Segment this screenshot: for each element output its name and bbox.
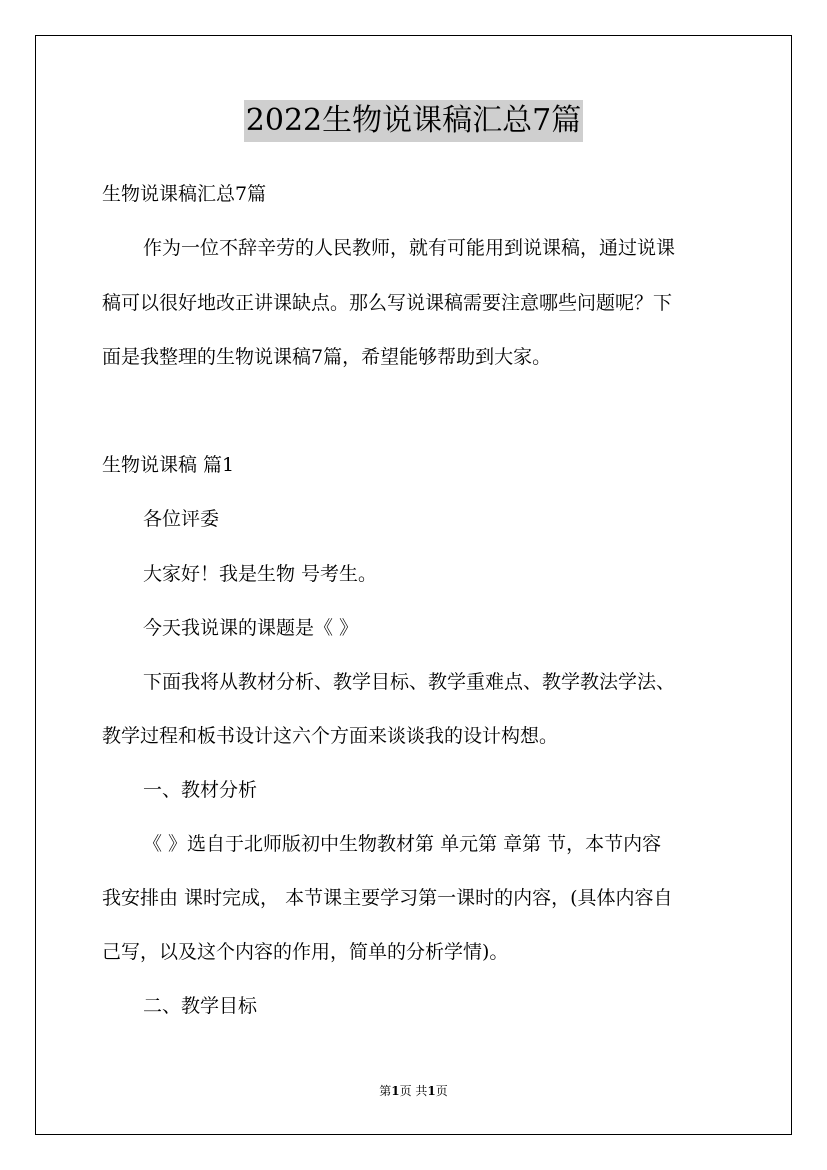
analysis-line-1: 《 》选自于北师版初中生物教材第 单元第 章第 节，本节内容 [143, 833, 662, 855]
heading-analysis: 一、教材分析 [143, 779, 258, 801]
subtitle: 生物说课稿汇总7篇 [102, 183, 267, 205]
plan-line-2: 教学过程和板书设计这六个方面来谈谈我的设计构想。 [102, 725, 559, 747]
intro-line-3: 面是我整理的生物说课稿7篇，希望能够帮助到大家。 [102, 346, 552, 368]
footer-mid: 页 共 [399, 1084, 428, 1098]
analysis-line-2: 我安排由 课时完成， 本节课主要学习第一课时的内容，(具体内容自 [102, 887, 673, 909]
heading-objectives: 二、教学目标 [143, 995, 258, 1017]
intro-line-2: 稿可以很好地改正讲课缺点。那么写说课稿需要注意哪些问题呢？下 [102, 292, 673, 314]
topic-line: 今天我说课的课题是《 》 [143, 617, 359, 639]
hello-line: 大家好！我是生物 号考生。 [143, 563, 378, 585]
title-block [0, 100, 827, 142]
intro-line-1: 作为一位不辞辛劳的人民教师，就有可能用到说课稿，通过说课 [143, 237, 676, 259]
document-title: 2022生物说课稿汇总7篇 [244, 100, 583, 142]
footer-suffix: 页 [435, 1084, 448, 1098]
section-heading: 生物说课稿 篇1 [102, 454, 235, 476]
page-footer [0, 1083, 827, 1099]
footer-page-number: 1 [391, 1084, 400, 1098]
greeting: 各位评委 [143, 508, 220, 530]
analysis-line-3: 己写，以及这个内容的作用，简单的分析学情)。 [102, 941, 509, 963]
plan-line-1: 下面我将从教材分析、教学目标、教学重难点、教学教法学法、 [143, 671, 676, 693]
footer-total-pages: 1 [427, 1084, 436, 1098]
footer-prefix: 第 [379, 1084, 392, 1098]
